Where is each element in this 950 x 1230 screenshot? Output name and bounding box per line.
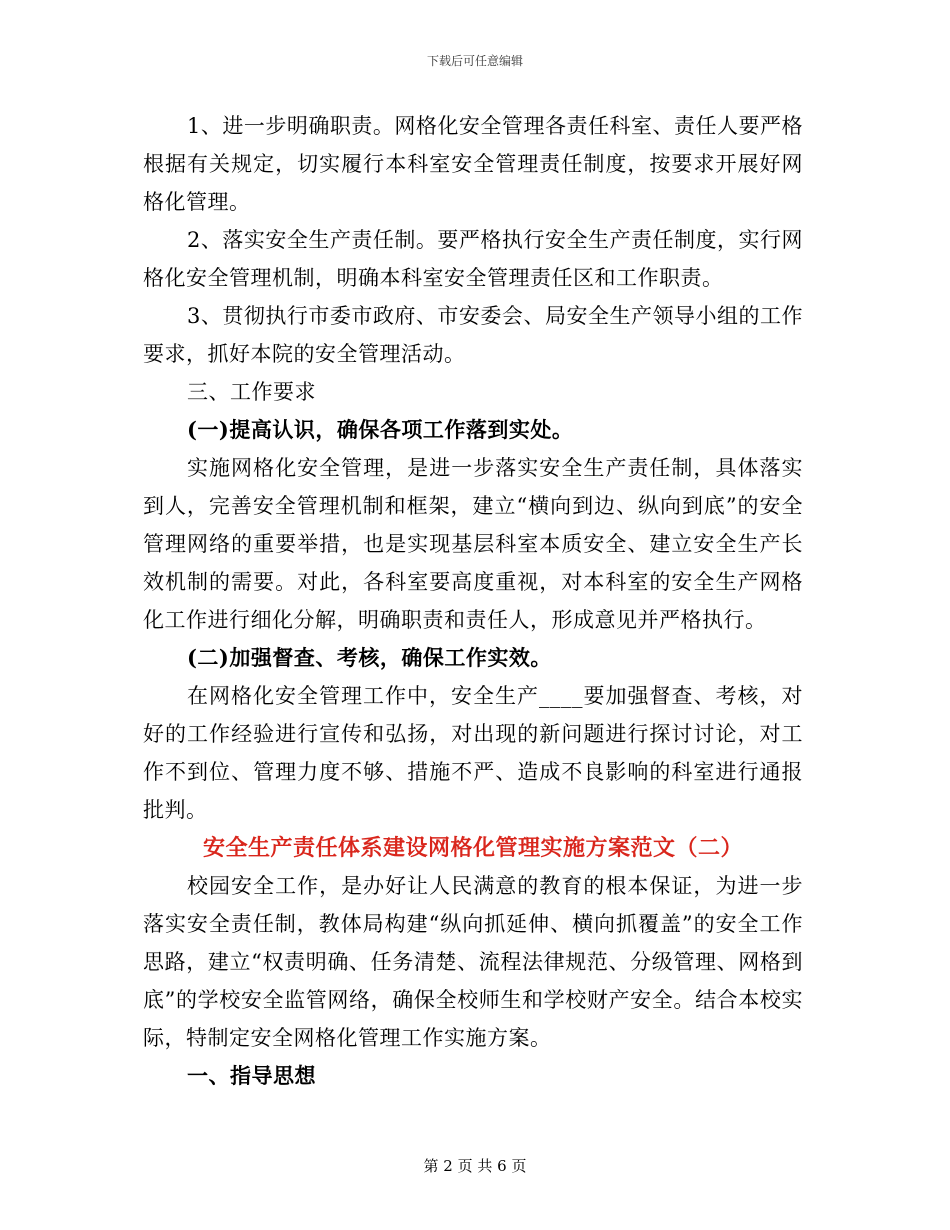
paragraph-implement-responsibility: 2、落实安全生产责任制。要严格执行安全生产责任制度，实行网格化安全管理机制，明确本科室安全管理责任区和工作职责。: [143, 228, 803, 290]
paragraph-clarify-duties: 1、进一步明确职责。网格化安全管理各责任科室、责任人要严格根据有关规定，切实履行本科室安全管理责任制度，按要求开展好网格化管理。: [143, 114, 803, 214]
document-body: [143, 107, 803, 1095]
page-footer-number: 第 2 页 共 6 页: [423, 1157, 527, 1175]
subheading-strengthen-supervision: (二)加强督查、考核，确保工作实效。: [187, 645, 552, 670]
paragraph-grid-management: 实施网格化安全管理，是进一步落实安全生产责任制，具体落实到人，完善安全管理机制和框架，建立“横向到边、纵向到底”的安全管理网络的重要举措，也是实现基层科室本质安全、建立安全生产长效机制的需要。对此，各科室要高度重视，对本科室的安全生产网格化工作进行细化分解，明确职责和责任人，形成意见并严格执行。: [143, 456, 803, 632]
paragraph-carry-out-requirements: 3、贯彻执行市委市政府、市安委会、局安全生产领导小组的工作要求，抓好本院的安全管理活动。: [143, 304, 803, 366]
section-heading-guiding-ideology: 一、指导思想: [187, 1063, 316, 1088]
subheading-raise-awareness: (一)提高认识，确保各项工作落到实处。: [187, 417, 574, 442]
section-heading-work-requirements: 三、工作要求: [187, 380, 316, 404]
paragraph-supervision-details: 在网格化安全管理工作中，安全生产____要加强督查、考核，对好的工作经验进行宣传和弘扬，对出现的新问题进行探讨讨论，对工作不到位、管理力度不够、措施不严、造成不良影响的科室进行通报批判。: [143, 684, 803, 822]
paragraph-campus-safety: 校园安全工作，是办好让人民满意的教育的根本保证，为进一步落实安全责任制，教体局构建“纵向抓延伸、横向抓覆盖”的安全工作思路，建立“权责明确、任务清楚、流程法律规范、分级管理、网格到底”的学校安全监管网络，确保全校师生和学校财产安全。结合本校实际，特制定安全网格化管理工作实施方案。: [143, 874, 803, 1050]
document-title-part-two: 安全生产责任体系建设网格化管理实施方案范文（二）: [202, 835, 743, 861]
page-header-note: 下载后可任意编辑: [426, 54, 523, 68]
